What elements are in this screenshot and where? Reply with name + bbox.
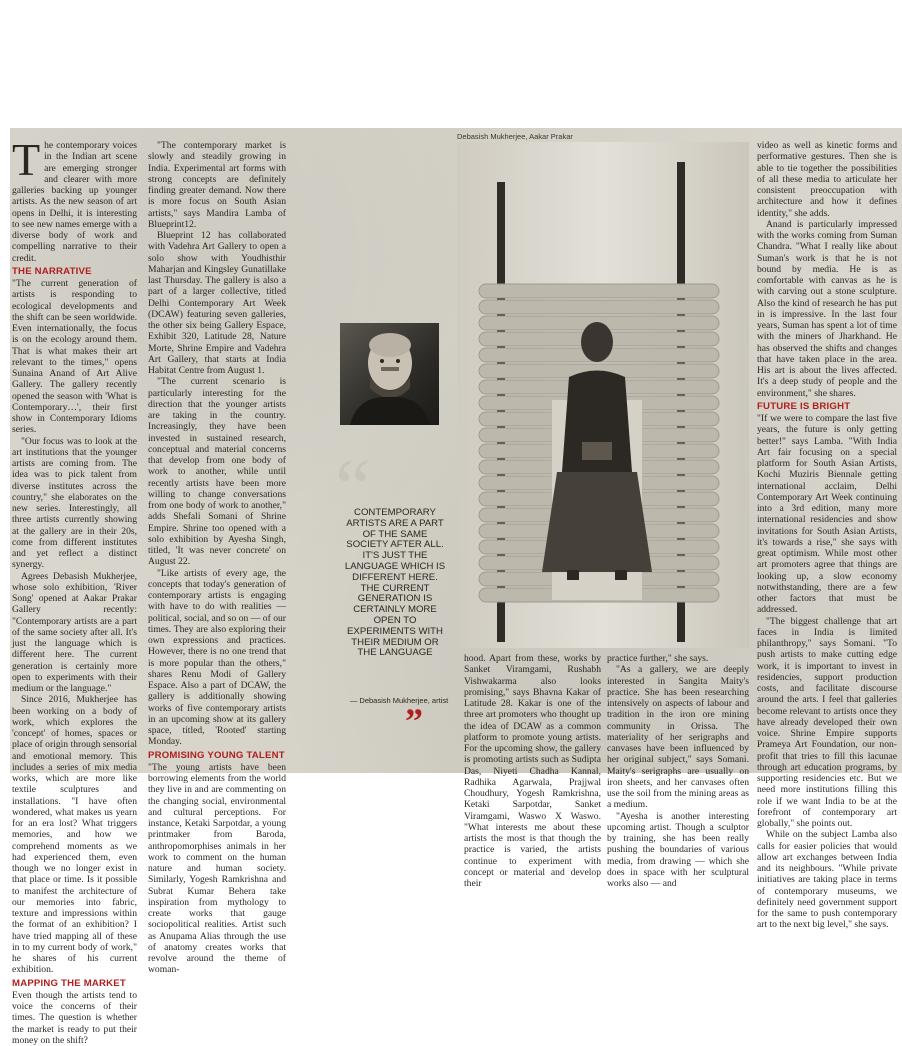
paragraph: "If we were to compare the last five years, the future is only getting better!" says Lamba. "With India Art fair focusing on a special platform for South Asian Artists, Kochi Muziris Biennale getting international acclaim, Delhi Contemporary Art Week continuing into a 3rd edition, many more international residencies and show invitations for South Asian Artists, it's towards a rise," she says with great optimism. While most other art promoters agree that things are looking up, a slow economy notwithstanding, there are a few other factors that must be addressed. bbox=[757, 413, 897, 616]
paragraph: Even though the artists tend to voice the concerns of their times. The question is whether the market is ready to put their money on the shift? bbox=[12, 989, 137, 1046]
article-column-3 bbox=[464, 653, 601, 889]
pull-quote: CONTEMPORARY ARTISTS ARE A PART OF THE SAME SOCIETY AFTER ALL. IT'S JUST THE LANGUAGE WHICH IS DIFFERENT HERE. THE CURRENT GENERATION IS CERTAINLY MORE OPEN TO EXPERIMENTS WITH THEIR MEDIUM OR THE LANGUAGE bbox=[344, 507, 446, 659]
article-column-4 bbox=[607, 653, 749, 889]
paragraph: While on the subject Lamba also calls for easier policies that would allow art exchanges between India and its neighbours. "While private initiatives are taking place in terms of contemporary museums, we definitely need government support for the same to push contemporary art to the next big level," she says. bbox=[757, 829, 897, 931]
quote-close-mark: ” bbox=[405, 701, 423, 741]
intro-paragraph: The contemporary voices in the Indian art scene are emerging stronger and clearer with more galleries backing up younger artists. As the new season of art opens in Delhi, it is interesting to see new names emerge with a diverse body of work and compelling narrative to their credit. bbox=[12, 134, 137, 264]
article-column-5 bbox=[757, 140, 897, 931]
paragraph: "As a gallery, we are deeply interested in Sangita Maity's practice. She has been researching intensively on aspects of labour and tradition in the iron ore mining community in Orissa. The materiality of her serigraphs and canvases have been influenced by her original subject," says Somani. Maity's serigraphs are usually on iron sheets, and her canvases often use the soil from the mining areas as a medium. bbox=[607, 664, 749, 811]
portrait-illustration bbox=[340, 323, 439, 425]
installation-artwork-photo bbox=[457, 142, 749, 648]
dropcap: T bbox=[12, 134, 41, 185]
section-heading-talent: PROMISING YOUNG TALENT bbox=[148, 749, 285, 761]
paragraph: Anand is particularly impressed with the works coming from Suman Chandra. "What I really like about Suman's work is that he is not bound by media. He is as comfortable with canvas as he is with carving out a stone sculpture. Also the kind of research he has put in is impressive. In the last four years, Suman has spent a lot of time with the miners of Jharkhand. He has observed the shifts and changes that have taken place in the area. His art is about the lives affected. It's a deep study of people and the environment," she shares. bbox=[757, 218, 897, 399]
paragraph: video as well as kinetic forms and performative gestures. Then she is able to tie together the possibilities of all these media to articulate her consistent preoccupation with architecture and how it defines identity," she adds. bbox=[757, 140, 897, 219]
section-heading-narrative: THE NARRATIVE bbox=[12, 265, 92, 277]
paragraph: "Like artists of every age, the concepts that today's generation of contemporary artists is engaging with have to do with realities — political, social, and so on — of our times. They are also exploring their own expressions and practices. However, there is no one trend that is more popular than the others," shares Renu Modi of Gallery Espace. Also a part of DCAW, the gallery is additionally showing works of five contemporary artists in an upcoming show at its gallery space, titled, 'Rooted' starting Monday. bbox=[148, 567, 286, 748]
section-heading-future: FUTURE IS BRIGHT bbox=[757, 400, 851, 412]
section-heading-market: MAPPING THE MARKET bbox=[12, 977, 126, 989]
artist-portrait-photo bbox=[340, 323, 439, 425]
paragraph: "Ayesha is another interesting upcoming artist. Though a sculptor by training, she has been really pushing the boundaries of various media, from drawing — which she does in space with her sculptural works also — and bbox=[607, 810, 749, 889]
paragraph: practice further," she says. bbox=[607, 653, 709, 664]
paragraph: Blueprint 12 has collaborated with Vadehra Art Gallery to open a solo show with Youdhisthir Maharjan and Kingsley Gunatillake last Thursday. The gallery is also a part of a larger collective, titled Delhi Contemporary Art Week (DCAW) featuring seven galleries, the other six being Gallery Espace, Exhibit 320, Latitude 28, Nature Morte, Shrine Empire and Vadehra Art Gallery, that starts at India Habitat Centre from August 1. bbox=[148, 230, 286, 376]
paragraph: "Our focus was to look at the art institutions that the younger artists are coming from. The idea was to pick talent from diverse institutes across the country," she elaborates on the new series. Interestingly, all three artists currently showing at the gallery are in their 20s, come from different institutes and yet reflect a distinct synergy. bbox=[12, 435, 137, 571]
installation-illustration bbox=[457, 142, 749, 648]
paragraph: "The contemporary market is slowly and steadily growing in India. Experimental art forms with strong concepts are definitely finding greater demand. Now there is more focus on South Asian artists," says Mandira Lamba of Blueprint12. bbox=[148, 140, 286, 230]
article-column-2 bbox=[148, 140, 286, 976]
photo-credit: Debasish Mukherjee, Aakar Prakar bbox=[457, 132, 573, 141]
paragraph: Since 2016, Mukherjee has been working on a body of work, which explores the 'concept' of homes, spaces or place of origin through sensorial and emotional memory. This includes a series of mix media works, which are more like textile sculptures and installations. "I have often wondered, what makes us yearn for an era lost? What triggers memories, and how we comprehend moments as we had experienced them, even though we no longer exist in that place or time. Is it possible to manifest the architecture of our memories into fabric, texture and impressions within the format of an exhibition? I have tried mapping all of these in to my current body of work," he shares of his current exhibition. bbox=[12, 694, 137, 976]
paragraph: hood. Apart from these, works by Sanket Viramgami, Rushabh Vishwakarma also looks promising," says Bhavna Kakar of Latitude 28. Kakar is one of the three art promoters who thought up the idea of DCAW as a common platform to promote young artists. For the upcoming show, the gallery is promoting artists such as Sudipta Das, Niyeti Chadha Kannal, Radhika Agarwala, Prajjwal Choudhury, Yogesh Ramkrishna, Ketaki Sarpotdar, Sanket Viramgami, Waswo X Waswo. "What interests me about these artists the most is that though the practice is varied, the artists continue to experiment with concept or material and develop their bbox=[464, 653, 601, 889]
newspaper-page bbox=[10, 128, 902, 1046]
article-column-1 bbox=[12, 134, 137, 1046]
quote-open-mark: “ bbox=[335, 444, 371, 532]
paragraph: "The current scenario is particularly interesting for the direction that the younger artists are taking in the country. Increasingly, they have been invested in sustained research, conceptual and material concerns that develop from one body of work to another, while until recently artists have been more willing to change conversations from one body of work to another," adds Shefali Somani of Shrine Empire. Shrine too opened with a solo exhibition by Ayesha Singh, titled, 'It was never concrete' on August 22. bbox=[148, 376, 286, 568]
paragraph: "The current generation of artists is responding to ecological developments and the shift can be seen worldwide. Even internationally, the focus is on the ecology around them. That is what makes their art relevant to the times," opens Sunaina Anand of Art Alive Gallery. The gallery recently opened the season with 'What is Contemporary…', their first show in Contemporary Idioms series. bbox=[12, 278, 137, 436]
paragraph: Agrees Debasish Mukherjee, whose solo exhibition, 'River Song' opened at Aakar Prakar Gallery recently: "Contemporary artists are a part of the same society after all. It's just the language which is different here. The current generation is certainly more open to experiments with their medium or the language." bbox=[12, 570, 137, 694]
paragraph: "The young artists have been borrowing elements from the world they live in and are commenting on the changing social, environmental and cultural perceptions. For instance, Ketaki Sarpotdar, a young printmaker from Baroda, anthropomorphises animals in her work to comment on the human nature and human society. Similarly, Yogesh Ramkrishna and Subrat Kumar Behera take inspiration from mythology to create works that gauge sociopolitical realities. Artist such as Anupama Alias through the use of anatomy creates works that revolve around the theme of woman- bbox=[148, 761, 286, 976]
paragraph: "The biggest challenge that art faces in India is limited philanthropy," says Somani. "To push artists to make cutting edge work, it is important to invest in residencies, support production costs, and facilitate discourse around the arts. I feel that galleries become relevant to artists once they have already developed their own voice. Shrine Empire supports Prameya Art Foundation, our non-profit that tries to fill this lacunae through art education programs, by supporting residencies etc. But we need more institutions filling this role if we want India to be at the forefront of contemporary art globally," she points out. bbox=[757, 615, 897, 829]
pull-quote-attribution: — Debasish Mukherjee, artist bbox=[349, 696, 449, 705]
